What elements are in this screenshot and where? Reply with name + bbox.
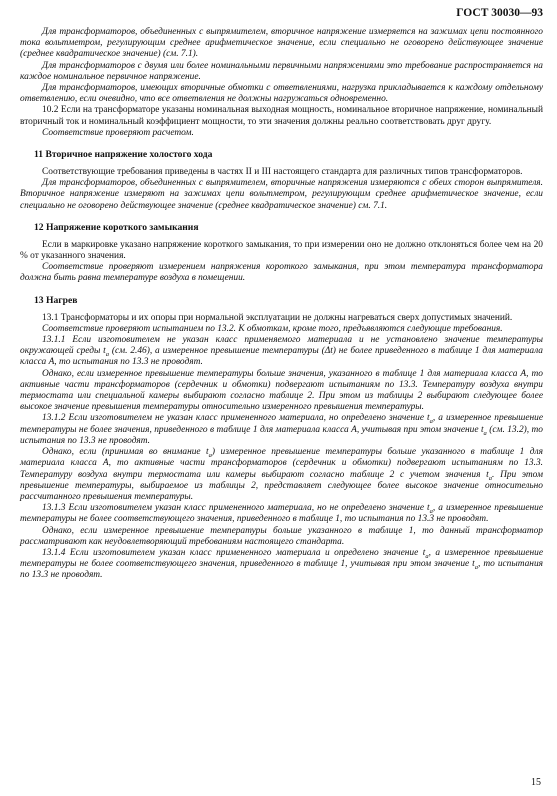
paragraph-tapped-windings: Для трансформаторов, имеющих вторичные обмотки с ответвлениями, нагрузка прикладывается к каждому отдельному ответвлению, если очевидно, что все ответвления не должны нагружаться одновременно. (20, 83, 543, 105)
paragraph-12-compliance: Соответствие проверяют измерением напряжения короткого замыкания, при этом температура трансформатора должна быть равна температуре воздуха в помещении. (20, 262, 543, 284)
section-heading-11: 11 Вторичное напряжение холостого хода (34, 149, 213, 161)
paragraph-10-2: 10.2 Если на трансформаторе указаны номинальная выходная мощность, номинальное вторичное напряжение, номинальный вторичный ток и номинальный коэффициент мощности, то эти значения должны реально соответствовать друг другу. (20, 105, 543, 127)
paragraph-13-1-3: 13.1.3 Если изготовителем указан класс примененного материала, но не определено значение $t_а$, а измеренное превышение температуры не более соответствующего значения, приведенного в таблице 1, то испытания по 13.3 не проводят. (20, 503, 543, 525)
paragraph-13-1-2: 13.1.2 Если изготовителем не указан класс примененного материала, но определено значение $t_а$, а измеренное превышение температуры не более значения, приведенного в таблице 1 для материала класса А, учитывая при этом значение $t_а$ (см. 13.2), то испытания по 13.3 не проводят. (20, 413, 543, 446)
paragraph-compliance-calc: Соответствие проверяют расчетом. (42, 127, 194, 138)
paragraph-13-1-4: 13.1.4 Если изготовителем указан класс примененного материала и определено значение $t_а$, а измеренное превышение температуры не более соответствующего значения, приведенного в таблице 1, учитывая при этом значение $t_а$, то испытания по 13.3 не проводят. (20, 547, 543, 581)
paragraph-11-rectifier: Для трансформаторов, объединенных с выпрямителем, вторичные напряжения измеряются с обеих сторон выпрямителя. Вторичное напряжение измеряют на зажимах цепи вольтметром, регулирующим среднее арифметическое значение, если специально не оговорено действующее значение (среднее квадратическое значение) см. 7.1. (20, 178, 543, 211)
paragraph-13-1-2-however: Однако, если (принимая во внимание $t_а$) измеренное превышение температуры больше указанного в таблице 1 для материала класса А, то активные части трансформаторов (сердечник и обмотки) подвергают испытаниям по 13.3. Температуру воздуха внутри термостата или камеры выбирают согласно таблице 2 с учетом значения $t_а$. При этом превышение температуры, выбираемое из таблицы 2, представляет следующее более высокое значение относительно рассчитанного превышения температуры. (20, 447, 543, 502)
paragraph-11-requirements: Соответствующие требования приведены в частях II и III настоящего стандарта для различных типов трансформаторов. (42, 167, 523, 178)
paragraph-12-deviation: Если в маркировке указано напряжение короткого замыкания, то при измерении оно не должно отклоняться более чем на 20 % от указанного значения. (20, 239, 543, 262)
paragraph-13-1: 13.1 Трансформаторы и их опоры при нормальной эксплуатации не должны нагреваться сверх допустимых значений. (42, 312, 513, 323)
section-heading-13: 13 Нагрев (34, 294, 78, 306)
paragraph-13-1-1: 13.1.1 Если изготовителем не указан класс применяемого материала и не установлено значение температуры окружающей среды $t_а$ (см. 2.46), а измеренное превышение температуры (Δt) не более приведенного в таблице 1 для материала класса А, то испытания по 13.3 не проводят. (20, 335, 543, 368)
paragraph-rectifier-note: Для трансформаторов, объединенных с выпрямителем, вторичное напряжение измеряется на зажимах цепи постоянного тока вольтметром, регулирующим среднее арифметическое значение, если специально не оговорено действующее значение (среднее квадратическое значение) (см. 7.1). (20, 27, 543, 60)
paragraph-multiple-primary: Для трансформаторов с двумя или более номинальными первичными напряжениями это требование распространяется на каждое номинальное первичное напряжение. (20, 60, 543, 82)
paragraph-13-1-1-however: Однако, если измеренное превышение температуры больше значения, указанного в таблице 1 для материала класса А, то активные части трансформаторов (сердечник и обмотки) подвергают испытаниям по 13.3. Температуру воздуха внутри термостата или специальной камеры выбирают согласно таблице 2. При этом из таблицы 2 выбирают следующее более высокое значение превышения температуры относительно измеренного превышения температуры. (20, 368, 543, 413)
paragraph-13-1-compliance: Соответствие проверяют испытанием по 13.2. К обмоткам, кроме того, предъявляются следующие требования. (42, 323, 503, 334)
page-number: 15 (531, 776, 541, 788)
section-heading-12: 12 Напряжение короткого замыкания (34, 221, 199, 233)
paragraph-13-1-3-however: Однако, если измеренное превышение температуры больше указанного в таблице 1, то данный трансформатор рассматривают как неудовлетворяющий требованиям настоящего стандарта. (20, 525, 543, 547)
page-header: ГОСТ 30030—93 (456, 7, 543, 19)
